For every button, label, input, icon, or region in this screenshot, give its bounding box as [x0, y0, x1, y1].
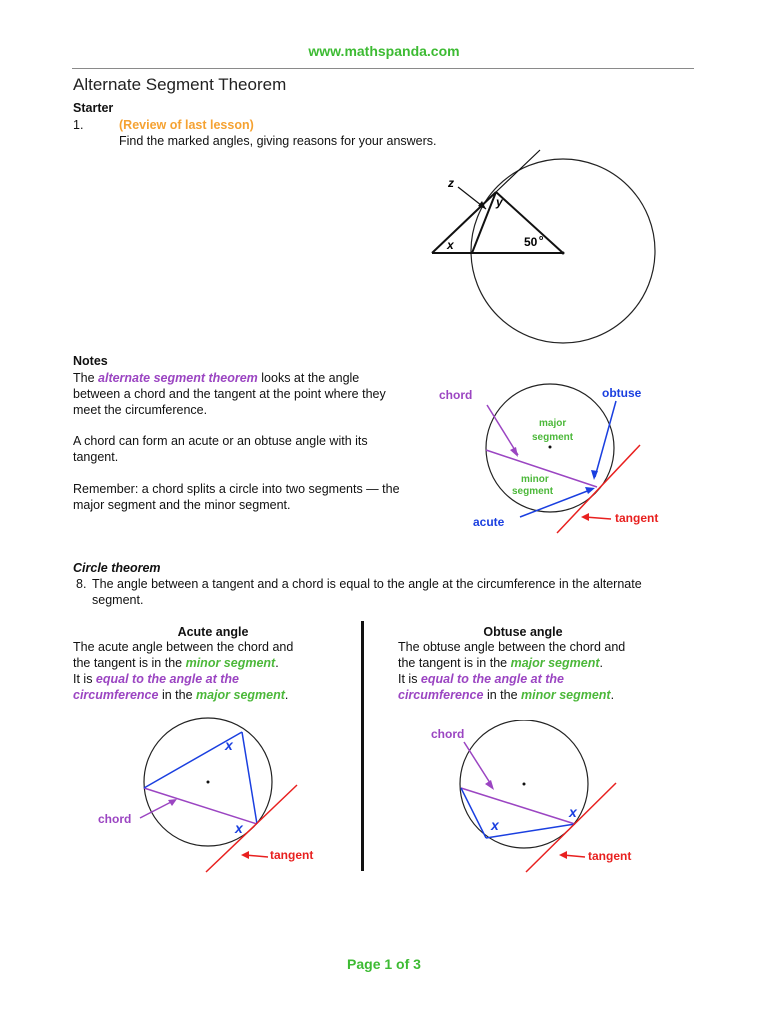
obtuse-pointer-head	[591, 470, 598, 480]
obtuse-tangent-pointer-head	[559, 851, 567, 859]
acute-x-bottom: x	[235, 820, 243, 836]
acute-diagram	[90, 715, 340, 885]
notes-paragraph-3: Remember: a chord splits a circle into two segments — the major segment and the minor segment.	[73, 482, 400, 512]
column-divider	[361, 621, 364, 871]
acute-l4-mid: in the	[158, 688, 196, 702]
starter-circle-diagram	[420, 145, 670, 345]
acute-l4-post: .	[284, 688, 289, 702]
segment-circle-centre	[549, 446, 552, 449]
obtuse-l4-highlight: circumference	[398, 688, 484, 702]
acute-line-4	[73, 687, 358, 703]
obtuse-line-2	[398, 655, 698, 671]
acute-chord	[144, 788, 257, 824]
minor-label-2: segment	[512, 486, 554, 497]
acute-chord-pointer	[140, 801, 173, 818]
acute-l2-pre: the tangent is in the	[73, 656, 186, 670]
acute-l4-highlight-2: major segment	[196, 688, 285, 702]
obtuse-l4-highlight-2: minor segment	[521, 688, 611, 702]
starter-circle	[471, 159, 655, 343]
obtuse-line-3	[398, 671, 698, 687]
obtuse-line-4	[398, 687, 698, 703]
acute-l4-highlight: circumference	[73, 688, 159, 702]
acute-triangle-right	[242, 732, 257, 824]
notes-paragraph-2: A chord can form an acute or an obtuse angle with its tangent.	[73, 434, 368, 464]
acute-circle-centre	[207, 781, 210, 784]
acute-description	[73, 639, 358, 703]
notes-paragraph-1	[73, 370, 403, 418]
major-label-1: major	[539, 418, 567, 429]
acute-tangent-pointer-head	[241, 851, 249, 859]
obtuse-chord-pointer	[464, 742, 492, 786]
obtuse-diagram	[420, 720, 670, 890]
starter-instruction: Find the marked angles, giving reasons for your answers.	[119, 134, 437, 148]
label-z: z	[448, 176, 454, 190]
obtuse-title: Obtuse angle	[483, 625, 563, 639]
tangent-label: tangent	[615, 511, 659, 525]
label-y: y	[496, 195, 503, 209]
review-label: (Review of last lesson)	[119, 118, 254, 132]
obtuse-label: obtuse	[602, 386, 642, 400]
obtuse-l3-pre: It is	[398, 672, 421, 686]
acute-label: acute	[473, 515, 505, 529]
obtuse-l4-post: .	[610, 688, 615, 702]
obtuse-x-left: x	[491, 817, 499, 833]
obtuse-l2-highlight: major segment	[510, 656, 600, 670]
obtuse-chord-label: chord	[431, 727, 465, 741]
chord-pointer-head	[510, 447, 518, 457]
obtuse-circle-centre	[523, 783, 526, 786]
chord-label: chord	[439, 388, 473, 402]
label-angle: 50	[524, 235, 538, 249]
obtuse-chord-pointer-head	[485, 780, 494, 790]
obtuse-line-1: The obtuse angle between the chord and	[398, 640, 626, 654]
notes-p1-post: looks at the angle between a chord and the tangent at the point where they meet the circumference.	[73, 371, 386, 417]
minor-label-1: minor	[521, 474, 549, 485]
obtuse-triangle-left	[461, 788, 486, 838]
acute-l2-post: .	[275, 656, 279, 670]
obtuse-tangent-label: tangent	[588, 849, 632, 863]
theorem-statement: The angle between a tangent and a chord is equal to the angle at the circumference in the alternate segment.	[92, 577, 642, 607]
starter-item-number: 1.	[73, 118, 84, 132]
document-title: Alternate Segment Theorem	[73, 75, 287, 94]
obtuse-x-right: x	[569, 804, 577, 820]
acute-line-1: The acute angle between the chord and	[73, 640, 294, 654]
obtuse-l2-pre: the tangent is in the	[398, 656, 511, 670]
obtuse-l3-highlight: equal to the angle at the	[420, 672, 564, 686]
triangle-left-side	[432, 192, 496, 253]
major-label-2: segment	[532, 432, 574, 443]
tangent-line-up	[496, 150, 540, 192]
header-divider	[72, 68, 694, 69]
chord-pointer	[487, 405, 518, 455]
acute-l3-pre: It is	[73, 672, 96, 686]
acute-line-3	[73, 671, 358, 687]
notes-heading: Notes	[73, 354, 108, 368]
label-degree: o	[539, 235, 544, 242]
label-x: x	[447, 238, 454, 252]
page-number: Page 1 of 3	[347, 956, 421, 972]
obtuse-l2-post: .	[599, 656, 603, 670]
acute-l3-highlight: equal to the angle at the	[95, 672, 239, 686]
obtuse-chord	[461, 788, 575, 824]
site-url[interactable]: www.mathspanda.com	[308, 43, 460, 59]
acute-chord-label: chord	[98, 812, 132, 826]
tangent-pointer-head	[581, 513, 589, 521]
acute-tangent-label: tangent	[270, 848, 314, 862]
theorem-number: 8.	[76, 577, 87, 591]
notes-p1-highlight: alternate segment theorem	[98, 371, 258, 385]
starter-heading: Starter	[73, 101, 114, 115]
obtuse-description	[398, 639, 698, 703]
acute-line-2	[73, 655, 358, 671]
acute-pointer-head	[585, 487, 595, 494]
circle-centre	[562, 252, 565, 255]
acute-l2-highlight: minor segment	[185, 656, 276, 670]
obtuse-l4-mid: in the	[483, 688, 521, 702]
acute-title: Acute angle	[177, 625, 249, 639]
notes-p1-pre: The	[73, 371, 99, 385]
theorem-heading: Circle theorem	[73, 561, 161, 575]
segment-diagram	[425, 375, 705, 545]
acute-x-top: x	[225, 737, 233, 753]
